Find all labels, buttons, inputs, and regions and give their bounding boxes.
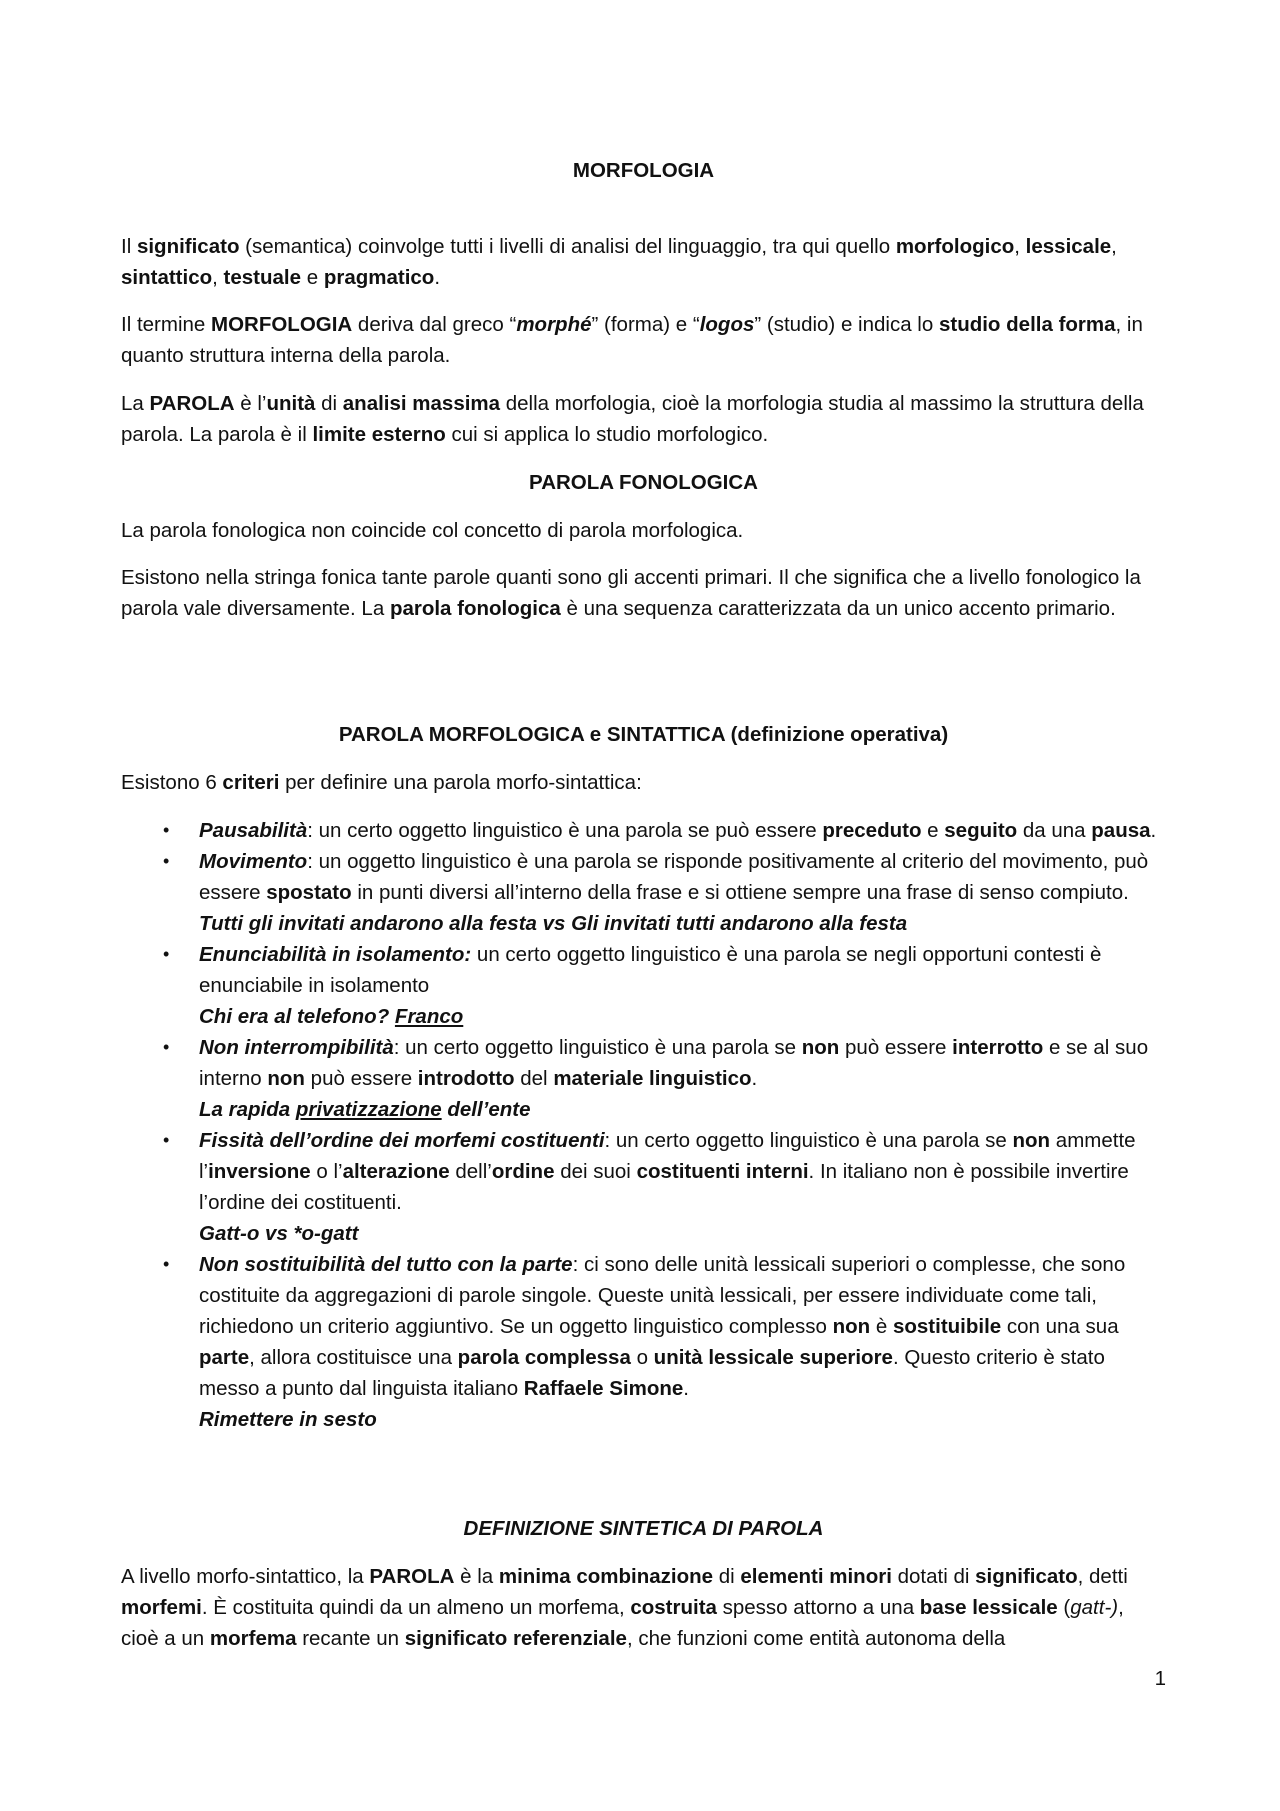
bullet-icon: • bbox=[163, 851, 170, 871]
list-item-non-interrompibilita: • Non interrompibilità: un certo oggetto linguistico è una parola se non può essere interrotto e se al suo interno non può essere introdotto del materiale linguistico. La rapida privatizzazione dell’ente bbox=[121, 1032, 1166, 1125]
criteria-list bbox=[121, 815, 1166, 1435]
paragraph-definizione-sintetica: A livello morfo-sintattico, la PAROLA è la minima combinazione di elementi minori dotati di significato, detti morfemi. È costituita quindi da un almeno un morfema, costruita spesso attorno a una base lessicale (gatt-), cioè a un morfema recante un significato referenziale, che funzioni come entità autonoma della bbox=[121, 1565, 1128, 1650]
page-title: MORFOLOGIA bbox=[572, 159, 715, 182]
list-item-movimento: • Movimento: un oggetto linguistico è una parola se risponde positivamente al criterio del movimento, può essere spostato in punti diversi all’interno della frase e si ottiene sempre una frase di senso compiuto. Tutti gli invitati andarono alla festa vs Gli invitati tutti andarono alla festa bbox=[121, 846, 1166, 939]
example-movimento: Tutti gli invitati andarono alla festa vs Gli invitati tutti andarono alla festa bbox=[199, 912, 908, 935]
bullet-icon: • bbox=[163, 944, 170, 964]
list-item-enunciabilita: • Enunciabilità in isolamento: un certo oggetto linguistico è una parola se negli opportuni contesti è enunciabile in isolamento Chi era al telefono? Franco bbox=[121, 939, 1166, 1032]
list-item-fissita-ordine: • Fissità dell’ordine dei morfemi costituenti: un certo oggetto linguistico è una parola se non ammette l’inversione o l’alterazione dell’ordine dei suoi costituenti interni. In italiano non è possibile invertire l’ordine dei costituenti. Gatt-o vs *o-gatt bbox=[121, 1125, 1166, 1249]
paragraph-stringa-fonica: Esistono nella stringa fonica tante parole quanti sono gli accenti primari. Il che significa che a livello fonologico la parola vale diversamente. La parola fonologica è una sequenza caratterizzata da un unico accento primario. bbox=[121, 566, 1141, 620]
paragraph-criteri-intro: Esistono 6 criteri per definire una parola morfo-sintattica: bbox=[121, 771, 642, 794]
bullet-icon: • bbox=[163, 1037, 170, 1057]
list-item-non-sostituibilita: • Non sostituibilità del tutto con la parte: ci sono delle unità lessicali superiori o complesse, che sono costituite da aggregazioni di parole singole. Queste unità lessicali, per essere individuate come tali, richiedono un criterio aggiuntivo. Se un oggetto linguistico complesso non è sostituibile con una sua parte, allora costituisce una parola complessa o unità lessicale superiore. Questo criterio è stato messo a punto dal linguista italiano Raffaele Simone. Rimettere in sesto bbox=[121, 1249, 1166, 1435]
example-non-sostituibilita: Rimettere in sesto bbox=[199, 1408, 377, 1431]
paragraph-termine-morfologia: Il termine MORFOLOGIA deriva dal greco “morphé” (forma) e “logos” (studio) e indica lo studio della forma, in quanto struttura interna della parola. bbox=[121, 313, 1143, 367]
document-page bbox=[121, 0, 1166, 1811]
bullet-icon: • bbox=[163, 820, 170, 840]
heading-definizione-sintetica: DEFINIZIONE SINTETICA DI PAROLA bbox=[463, 1517, 824, 1540]
paragraph-significato: Il significato (semantica) coinvolge tutti i livelli di analisi del linguaggio, tra qui quello morfologico, lessicale, sintattico, testuale e pragmatico. bbox=[121, 235, 1117, 289]
list-item-pausabilita: • Pausabilità: un certo oggetto linguistico è una parola se può essere preceduto e seguito da una pausa. bbox=[121, 815, 1166, 846]
example-fissita-ordine: Gatt-o vs *o-gatt bbox=[199, 1222, 359, 1245]
heading-parola-fonologica: PAROLA FONOLOGICA bbox=[529, 471, 758, 494]
paragraph-parola: La PAROLA è l’unità di analisi massima della morfologia, cioè la morfologia studia al massimo la struttura della parola. La parola è il limite esterno cui si applica lo studio morfologico. bbox=[121, 392, 1144, 446]
example-enunciabilita: Chi era al telefono? Franco bbox=[199, 1005, 464, 1028]
paragraph-fonologica-intro: La parola fonologica non coincide col concetto di parola morfologica. bbox=[121, 519, 744, 542]
example-non-interrompibilita: La rapida privatizzazione dell’ente bbox=[199, 1098, 531, 1121]
bullet-icon: • bbox=[163, 1130, 170, 1150]
heading-parola-morfosintattica: PAROLA MORFOLOGICA e SINTATTICA (definizione operativa) bbox=[338, 723, 949, 746]
bullet-icon: • bbox=[163, 1254, 170, 1274]
page-number: 1 bbox=[1154, 1667, 1166, 1690]
